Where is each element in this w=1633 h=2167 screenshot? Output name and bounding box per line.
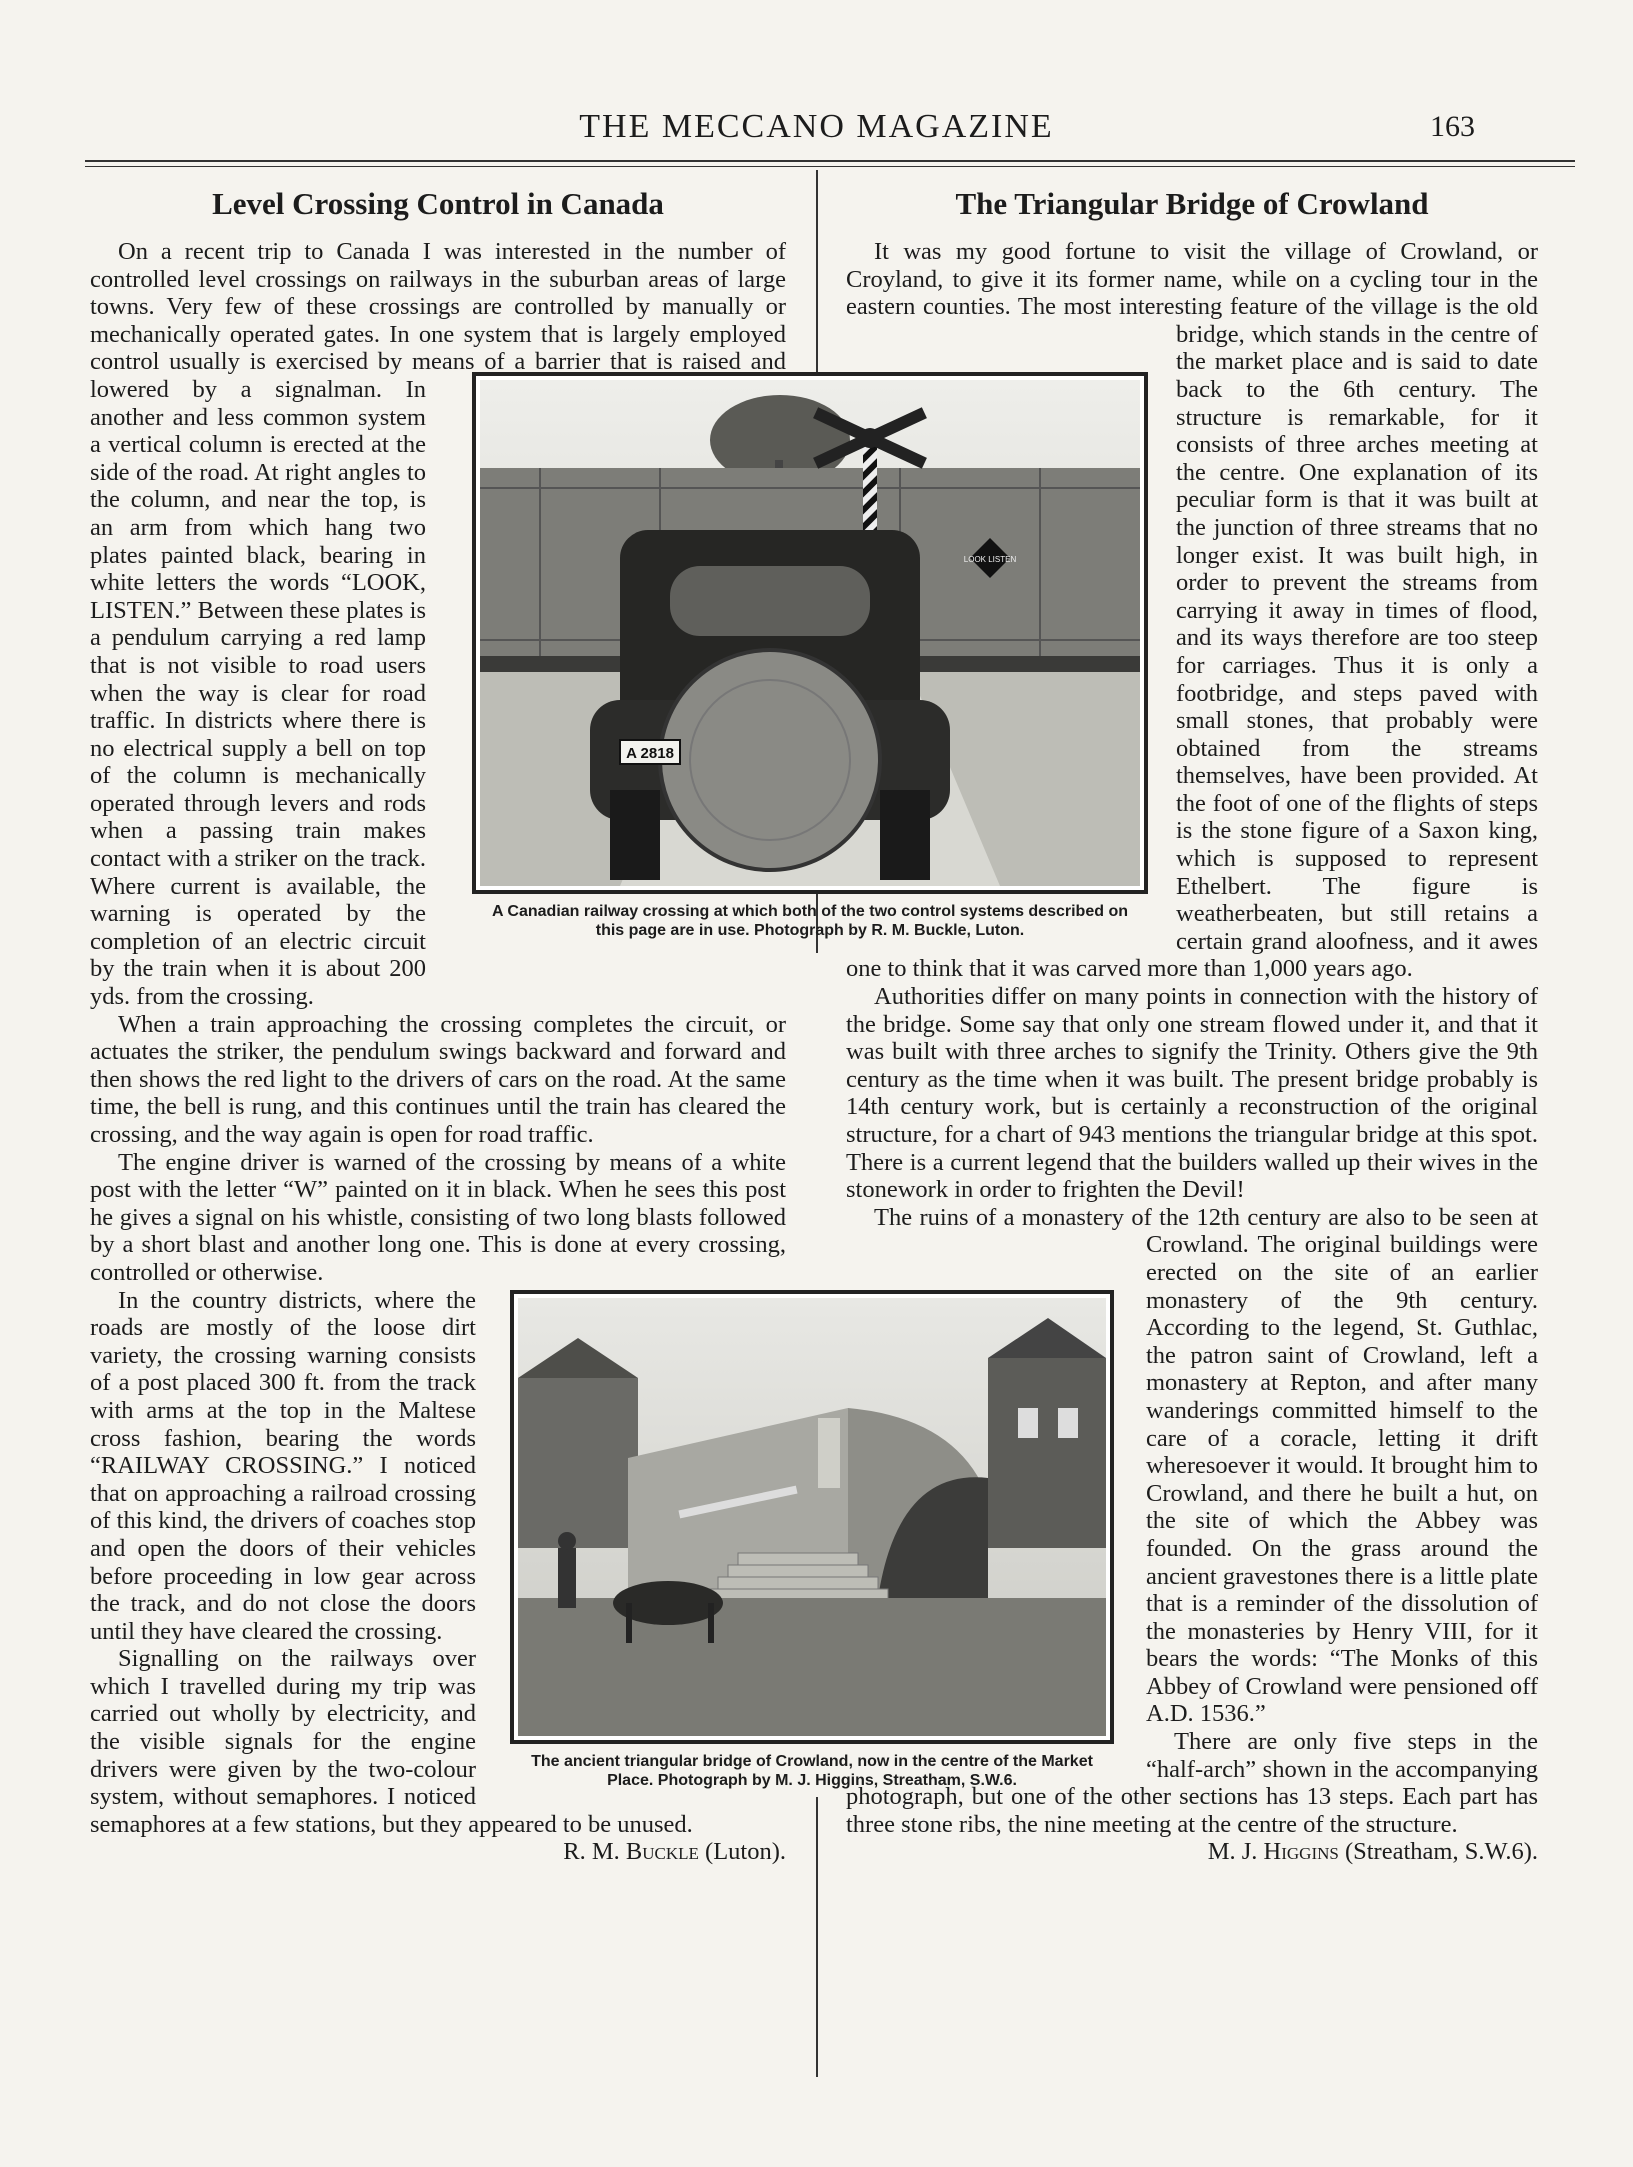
column-divider-bottom bbox=[816, 1797, 818, 2077]
left-author: R. M. Buckle bbox=[563, 1838, 699, 1866]
right-column bbox=[846, 186, 1538, 2076]
right-article-title: The Triangular Bridge of Crowland bbox=[955, 186, 1429, 221]
right-paragraph: It was my good fortune to visit the village of Crowland, or Croyland, to give it its former name, while on a cycling tour in the eastern counties. The most interesting feature of the village is the old bridge, which stands in the centre of the market place and is said to date back to the 6th century. The structure is remarkable, for it consists of three arches meeting at the centre. One explanation of its peculiar form is that it was built at the junction of three streams that no longer exist. It was built high, in order to prevent the streams from carrying it away in times of flood, and its ways therefore are too steep for carriages. Thus it is only a footbridge, and steps paved with small stones, that probably were obtained from the streams themselves, have been provided. At the foot of one of the flights of steps is the stone figure of a Saxon king, which is supposed to represent Ethelbert. The figure is weatherbeaten, but still retains a certain grand aloofness, and it awes one to think that it was carved more than 1,000 years ago. bbox=[846, 238, 1538, 983]
bridge-caption: The ancient triangular bridge of Crowland, now in the centre of the Market Place. Photograph by M. J. Higgins, Streatham, S.W.6. bbox=[531, 1753, 1093, 1789]
right-paragraph: There are only five steps in the “half-arch” shown in the accompanying photograph, but one of the other sections has 13 steps. Each part has three stone ribs, the nine meeting at the centre of the structure. bbox=[846, 1728, 1538, 1838]
left-paragraph: On a recent trip to Canada I was interested in the number of controlled level crossings on railways in the suburban areas of large towns. Very few of these crossings are controlled by manually or mechanically operated gates. In one system that is largely employed control usually is exercised by means of a barrier that is raised and lowered by a signalman. In another and less common system a vertical column is erected at the side of the road. At right angles to the column, and near the top, is an arm from which hang two plates painted black, bearing in white letters the words “LOOK, LISTEN.” Between these plates is a pendulum carrying a red lamp that is not visible to road users when the way is clear for road traffic. In districts where there is no electrical supply a bell on top of the column is mechanically operated through levers and rods when a passing train makes contact with a striker on the track. Where current is available, the warning is operated by the completion of an electric circuit by the train when it is about 200 yds. from the crossing. bbox=[90, 238, 786, 1011]
crossing-photo-space-right bbox=[846, 348, 1176, 948]
crossing-caption: A Canadian railway crossing at which both of the two control systems described on this page are in use. Photograph by R. M. Buckle, Luton. bbox=[492, 903, 1128, 939]
look-listen-sign: LOOK LISTEN bbox=[963, 555, 1017, 564]
magazine-title: THE MECCANO MAGAZINE bbox=[579, 108, 1054, 145]
right-paragraph: Authorities differ on many points in connection with the history of the bridge. Some say that only one stream flowed under it, and that it was built with three arches to signify the Trinity. Others give the 9th century as the time when it was built. The present bridge probably is 14th century work, but is certainly a reconstruction of the original structure, for a chart of 943 mentions the triangular bridge at this spot. There is a current legend that the builders walled up their wives in the stonework in order to frighten the Devil! bbox=[846, 983, 1538, 1204]
header-rule bbox=[85, 160, 1575, 162]
crossing-photo-space bbox=[426, 388, 786, 988]
left-paragraph: In the country districts, where the roads are mostly of the loose dirt variety, the crossing warning consists of a post placed 300 ft. from the track with arms at the top in the Maltese cross fashion, bearing the words “RAILWAY CROSSING.” I noticed that on approaching a railroad crossing of this kind, the drivers of coaches stop and open the doors of their vehicles before proceeding in low gear across the track, and do not close the doors until they have cleared the crossing. bbox=[90, 1286, 476, 1645]
right-paragraph: The ruins of a monastery of the 12th century are also to be seen at Crowland. The original buildings were erected on the site of an earlier monastery of the 9th century. According to the legend, St. Guthlac, the patron saint of Crowland, left a monastery at Repton, and after many wanderings committed himself to the care of a coracle, letting it drift wheresoever it would. It brought him to Crowland, and there he built a hut, on the site of which the Abbey was founded. On the grass around the ancient gravestones there is a little plate that is a reminder of the dissolution of the monasteries by Henry VIII, for it bears the words: “The Monks of this Abbey of Crowland were pensioned off A.D. 1536.” bbox=[874, 1203, 1538, 1728]
left-signature bbox=[90, 1838, 786, 1866]
left-author-location: (Luton). bbox=[705, 1838, 786, 1866]
header-rule-thin bbox=[85, 166, 1575, 167]
left-article-title: Level Crossing Control in Canada bbox=[212, 186, 664, 221]
bridge-photo-space-right bbox=[846, 1248, 1146, 1768]
bridge-photo-space bbox=[476, 1288, 786, 1808]
right-signature bbox=[846, 1838, 1538, 1866]
left-paragraph: When a train approaching the crossing completes the circuit, or actuates the striker, the pendulum swings backward and forward and then shows the red light to the drivers of cars on the road. At the same time, the bell is rung, and this continues until the train has cleared the crossing, and the way again is open for road traffic. bbox=[90, 1010, 786, 1148]
left-paragraph: The engine driver is warned of the crossing by means of a white post with the letter “W” painted on it in black. When he sees this post he gives a signal on his whistle, consisting of two long blasts followed by a short blast and another long one. This is done at every crossing, controlled or otherwise. bbox=[90, 1148, 786, 1286]
license-plate: A 2818 bbox=[626, 745, 674, 762]
page-number: 163 bbox=[1430, 110, 1475, 143]
left-paragraph: Signalling on the railways over which I travelled during my trip was carried out wholly by electricity, and the visible signals for the engine drivers were given by the two-colour system, without semaphores. I noticed semaphores at a few stations, but they appeared to be unused. bbox=[90, 1645, 693, 1838]
right-author: M. J. Higgins bbox=[1207, 1838, 1339, 1866]
left-column bbox=[90, 186, 786, 2076]
right-author-location: (Streatham, S.W.6). bbox=[1344, 1838, 1538, 1866]
